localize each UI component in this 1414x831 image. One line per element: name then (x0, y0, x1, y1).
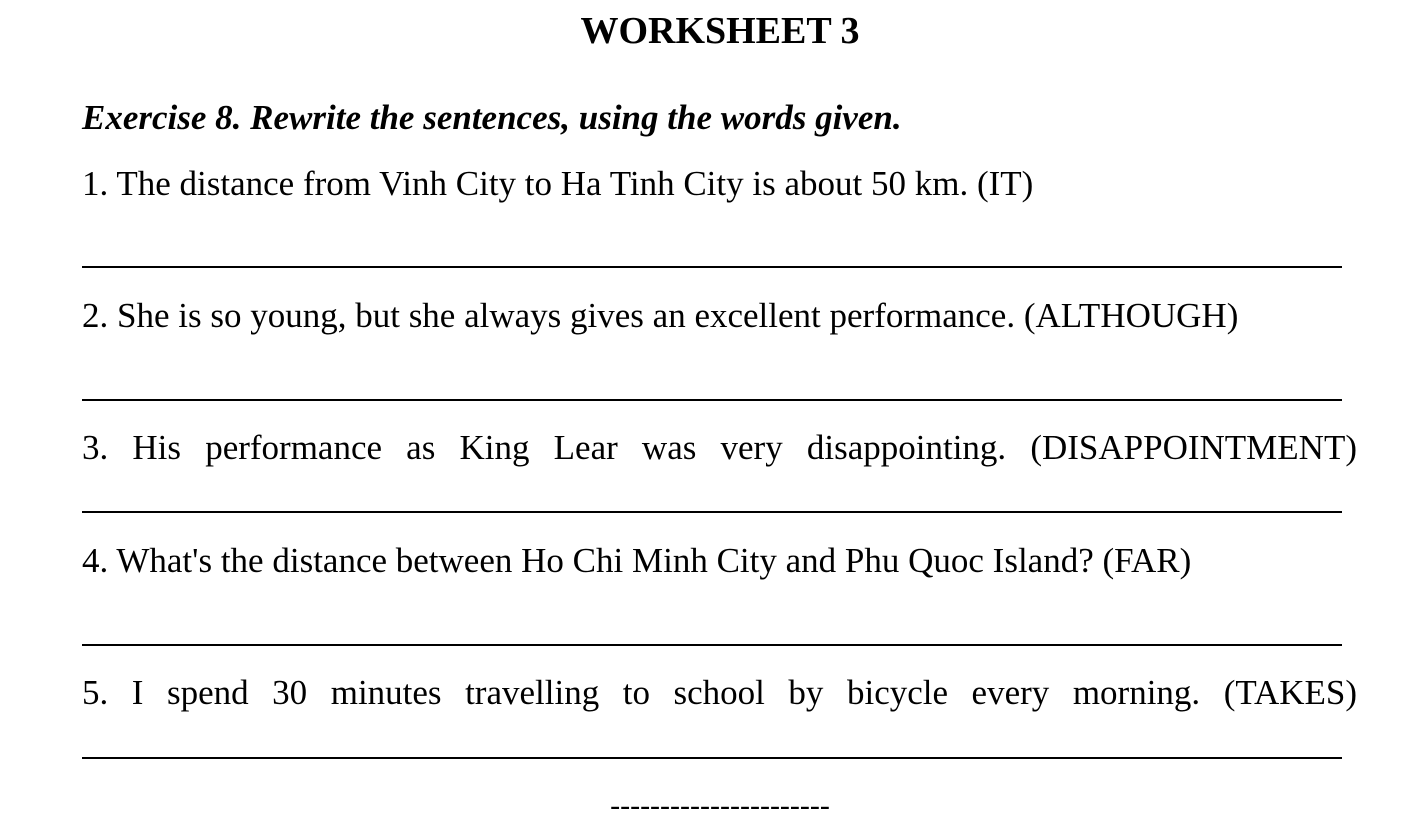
end-divider: ---------------------- (610, 789, 830, 822)
question-5: 5. I spend 30 minutes travelling to school by bicycle every morning. (TAKES) (82, 673, 1357, 712)
answer-line-1 (82, 266, 1342, 268)
question-3: 3. His performance as King Lear was very disappointing. (DISAPPOINTMENT) (82, 428, 1357, 467)
question-1: 1. The distance from Vinh City to Ha Tinh City is about 50 km. (IT) (82, 164, 1034, 203)
question-2: 2. She is so young, but she always gives an excellent performance. (ALTHOUGH) (82, 296, 1239, 335)
worksheet-title: WORKSHEET 3 (580, 10, 860, 52)
answer-line-5 (82, 757, 1342, 759)
answer-line-3 (82, 511, 1342, 513)
question-4: 4. What's the distance between Ho Chi Minh City and Phu Quoc Island? (FAR) (82, 541, 1192, 580)
answer-line-2 (82, 399, 1342, 401)
answer-line-4 (82, 644, 1342, 646)
exercise-instruction: Exercise 8. Rewrite the sentences, using the words given. (82, 98, 902, 137)
